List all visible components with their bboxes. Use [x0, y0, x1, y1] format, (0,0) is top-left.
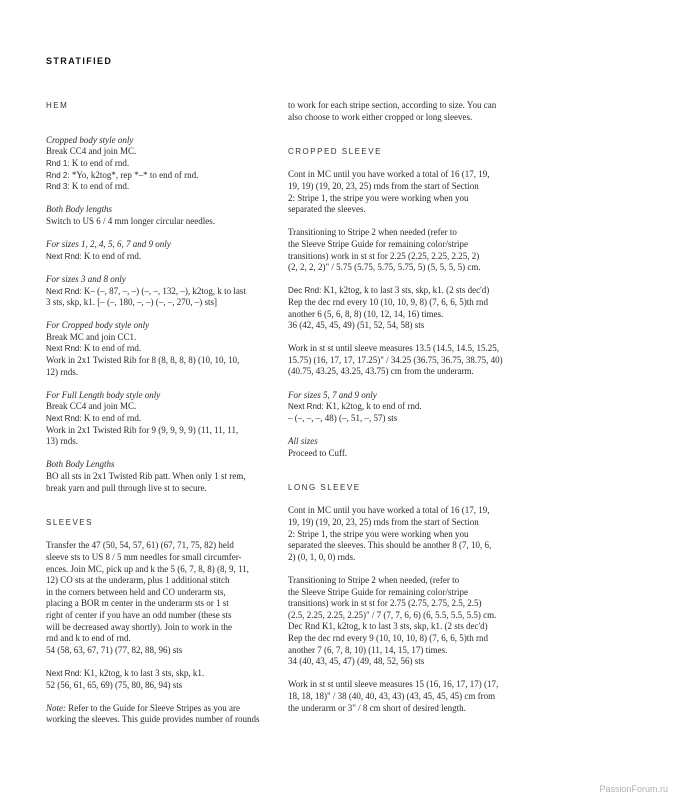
round-label: Next Rnd: — [46, 668, 82, 678]
section-heading-cropped-sleeve: CROPPED SLEEVE — [288, 147, 382, 157]
instruction: BO all sts in 2x1 Twisted Rib patt. When only 1 st rem, break yarn and pull through live st to secure. — [46, 471, 246, 493]
round-label: Rnd 1: — [46, 158, 70, 168]
round-text: K1, k2tog, k to last 3 sts, skp, k1. 52 (56, 61, 65, 69) (75, 80, 86, 94) sts — [46, 667, 205, 690]
round-text: K to end of rnd. — [69, 181, 130, 192]
instruction: to work for each stripe section, according to size. You can also choose to work either cropped or long sleeves. — [288, 100, 497, 122]
round-label: Next Rnd: — [46, 344, 82, 354]
round-label: Next Rnd: — [46, 251, 82, 261]
round-label: Next Rnd: — [288, 402, 324, 412]
instruction: Switch to US 6 / 4 mm longer circular needles. — [46, 215, 215, 226]
instruction — [46, 343, 268, 355]
instruction: Break CC4 and join MC. — [46, 401, 137, 412]
round-text: K to end of rnd. — [81, 250, 142, 261]
instruction: Work in 2x1 Twisted Rib for 9 (9, 9, 9, 9) (11, 11, 11, 13) rnds. — [46, 424, 239, 447]
instruction: Work in st st until sleeve measures 15 (16, 16, 17, 17) (17, 18, 18, 18)" / 38 (40, 40, 43, 43) (43, 45, 45, 45) cm from the underarm or 3" / 8 cm short of desired length. — [288, 679, 499, 713]
section-heading-sleeves: SLEEVES — [46, 518, 93, 528]
subheading: For Cropped body style only — [46, 320, 150, 331]
instruction: Transitioning to Stripe 2 when needed, (refer to the Sleeve Stripe Guide for remaining color/stripe transitions) work in st st for 2.75 (2.75, 2.75, 2.5, 2.5) (2.5, 2.25, 2.25, 2.25)" / 7 (7, 7, 6, 6) (6, 5.5, 5.5, 5.5) cm. Dec Rnd K1, k2tog, k to last 3 sts, skp, k1. (2 sts dec'd) Rep the dec rnd every 9 (10, 10, 10, 8) (7, 6, 6, 5)th rnd another 7 (6, 7, 8, 10) (11, 14, 15, 17) times. 34 (40, 43, 45, 47) (49, 48, 52, 56) sts — [288, 574, 497, 667]
subheading: Both Body Lengths — [46, 459, 115, 470]
instruction — [288, 285, 510, 331]
instruction: Work in 2x1 Twisted Rib for 8 (8, 8, 8, 8) (10, 10, 10, 12) rnds. — [46, 355, 240, 377]
subheading: For sizes 5, 7 and 9 only — [288, 389, 377, 400]
round-text: K to end of rnd. — [69, 157, 130, 168]
instruction: Transitioning to Stripe 2 when needed (refer to the Sleeve Stripe Guide for remaining color/stripe transitions) work in st st for 2.25 (2.25, 2.25, 2.25, 2) (2, 2, 2, 2)" / 5.75 (5.75, 5.75, 5.75, 5) (5, 5, 5, 5) cm. — [288, 227, 481, 273]
note-text: Refer to the Guide for Sleeve Stripes as you are working the sleeves. This guide provides number of rounds — [46, 702, 260, 725]
instruction: Transfer the 47 (50, 54, 57, 61) (67, 71, 75, 82) held sleeve sts to US 8 / 5 mm needles for small circumfer- ences. Join MC, pick up and k the 5 (6, 7, 8, 8) (8, 9, 11, 12) CO sts at the underarm, plus 1 additional stitch in the corners between held and CO underarm sts, placing a BOR m center in the underarm sts or 1 st right of center if you have an odd number (these sts will be decreased away shortly). Join to work in the rnd and k to end of rnd. 54 (58, 63, 67, 71) (77, 82, 88, 96) sts — [46, 540, 249, 655]
subheading: For Full Length body style only — [46, 389, 161, 400]
instruction: Work in st st until sleeve measures 13.5 (14.5, 14.5, 15.25, 15.75) (16, 17, 17, 17.25)" / 34.25 (36.75, 36.75, 38.75, 40) (40.75, 43.25, 43.25, 43.75) cm from the underarm. — [288, 343, 503, 377]
instruction: Break MC and join CC1. — [46, 331, 137, 342]
note — [46, 703, 268, 726]
section-heading-long-sleeve: LONG SLEEVE — [288, 483, 361, 493]
instruction — [46, 251, 268, 263]
left-column — [46, 100, 268, 726]
instruction — [46, 170, 268, 182]
instruction: Cont in MC until you have worked a total of 16 (17, 19, 19, 19) (19, 20, 23, 25) rnds from the start of Section 2: Stripe 1, the stripe you were working when you separated the sleeves. — [288, 169, 490, 215]
note-label: Note: — [46, 702, 66, 713]
subheading: Cropped body style only — [46, 134, 134, 145]
round-label: Rnd 2: — [46, 170, 70, 180]
right-column — [288, 100, 510, 714]
instruction — [46, 413, 268, 425]
watermark: PassionForum.ru — [599, 784, 668, 794]
instruction — [46, 286, 268, 309]
instruction: Cont in MC until you have worked a total of 16 (17, 19, 19, 19) (19, 20, 23, 25) rnds from the start of Section 2: Stripe 1, the stripe you were working when you separated the sleeves. This should be another 8 (7, 10, 6, 2) (0, 1, 0, 0) rnds. — [288, 505, 492, 562]
subheading: For sizes 3 and 8 only — [46, 273, 126, 284]
instruction — [46, 668, 268, 691]
instruction — [46, 158, 268, 170]
subheading: Both Body lengths — [46, 204, 112, 215]
round-label: Rnd 3: — [46, 182, 70, 192]
instruction: Break CC4 and join MC. — [46, 146, 137, 157]
round-text: K1, k2tog, k to last 3 sts, skp, k1. (2 sts dec'd) Rep the dec rnd every 10 (10, 10, 9, 8) (7, 6, 6, 5)th rnd another 6 (5, 6, 8, 8) (10, 12, 14, 16) times. 36 (42, 45, 45, 49) (51, 52, 54, 58) sts — [288, 285, 490, 331]
section-heading-hem: HEM — [46, 101, 69, 110]
round-label: Next Rnd: — [46, 286, 82, 296]
round-text: K1, k2tog, k to end of rnd. – (–, –, –, 48) (–, 51, –, 57) sts — [288, 401, 422, 423]
round-text: *Yo, k2tog*, rep *–* to end of rnd. — [69, 169, 199, 180]
instruction — [46, 181, 268, 193]
subheading: For sizes 1, 2, 4, 5, 6, 7 and 9 only — [46, 239, 171, 250]
round-text: K– (–, 87, –, –) (–, –, 132, –), k2tog, k to last 3 sts, skp, k1. [– (–, 180, –, –) (–, –, 270, –) sts] — [46, 285, 246, 308]
round-label: Next Rnd: — [46, 414, 82, 424]
round-text: K to end of rnd. — [81, 413, 142, 424]
page-title: STRATIFIED — [46, 56, 113, 66]
round-label: Dec Rnd: — [288, 286, 322, 296]
instruction — [288, 401, 510, 424]
round-text: K to end of rnd. — [81, 343, 142, 354]
subheading: All sizes — [288, 436, 318, 447]
instruction: Proceed to Cuff. — [288, 447, 348, 458]
